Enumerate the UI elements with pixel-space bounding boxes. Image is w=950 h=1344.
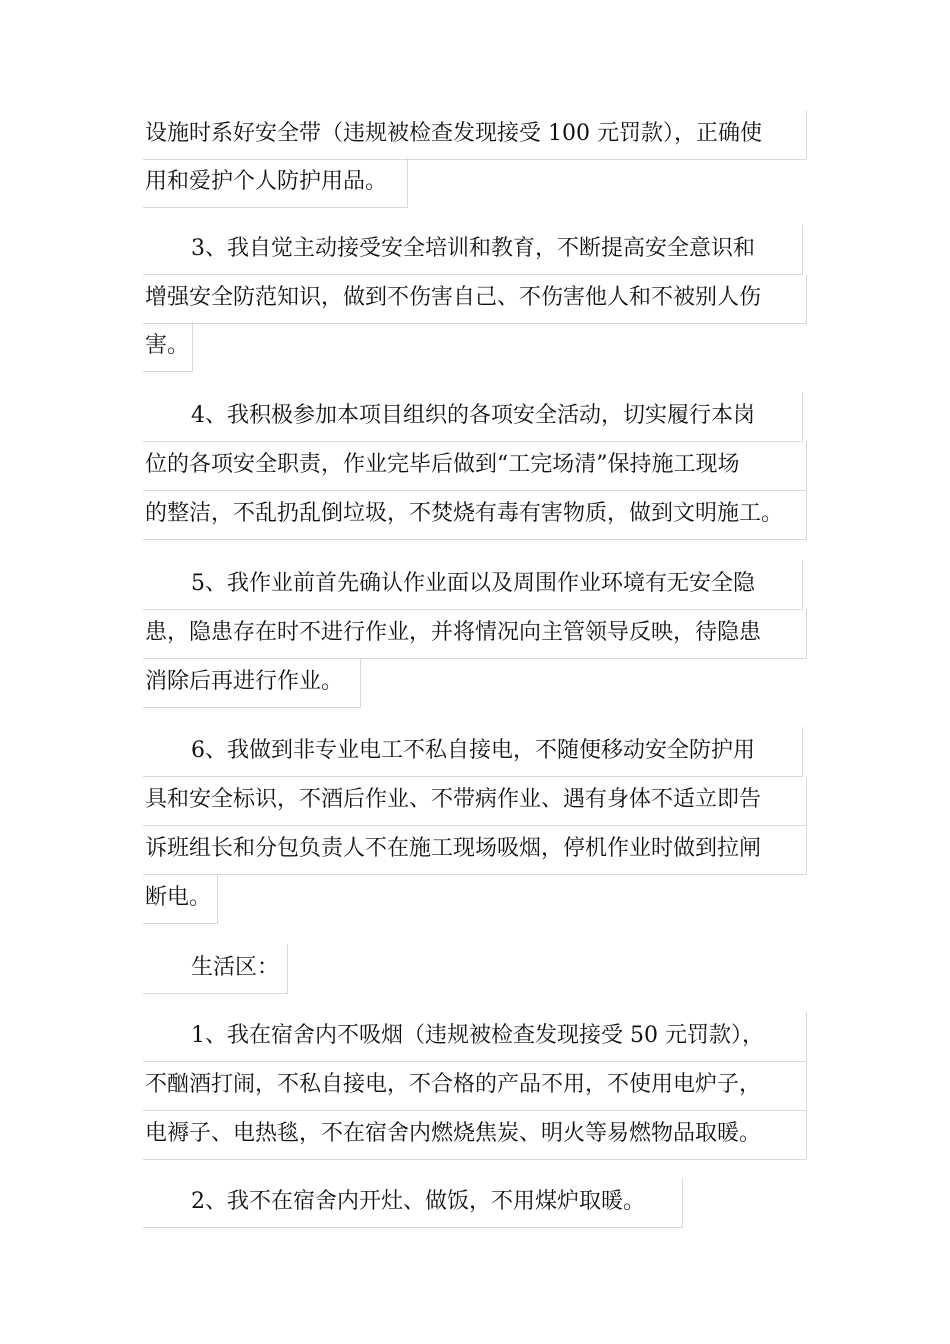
living-rule-1-line: 1、我在宿舍内不吸烟（违规被检查发现接受 50 元罚款）， [143, 1012, 807, 1062]
section-heading-living-area: 生活区： [143, 944, 288, 994]
paragraph-3-line: 3、我自觉主动接受安全培训和教育，不断提高安全意识和 [143, 225, 803, 275]
paragraph-4-line: 4、我积极参加本项目组织的各项安全活动，切实履行本岗 [143, 392, 803, 442]
text-line: 消除后再进行作业。 [143, 658, 361, 708]
text-line: 位的各项安全职责，作业完毕后做到“工完场清”保持施工现场 [143, 441, 807, 491]
text-line: 用和爱护个人防护用品。 [143, 158, 408, 208]
text-line: 不酗酒打闹，不私自接电，不合格的产品不用，不使用电炉子， [143, 1061, 807, 1111]
text-line: 的整洁，不乱扔乱倒垃圾，不焚烧有毒有害物质，做到文明施工。 [143, 490, 807, 540]
text-line: 患，隐患存在时不进行作业，并将情况向主管领导反映，待隐患 [143, 609, 807, 659]
paragraph-6-line: 6、我做到非专业电工不私自接电，不随便移动安全防护用 [143, 727, 803, 777]
text-line: 害。 [143, 322, 193, 372]
text-line: 增强安全防范知识，做到不伤害自己、不伤害他人和不被别人伤 [143, 274, 807, 324]
text-line: 诉班组长和分包负责人不在施工现场吸烟，停机作业时做到拉闸 [143, 825, 807, 875]
text-line: 电褥子、电热毯，不在宿舍内燃烧焦炭、明火等易燃物品取暖。 [143, 1110, 807, 1160]
text-line: 设施时系好安全带（违规被检查发现接受 100 元罚款），正确使 [143, 110, 807, 160]
text-line: 具和安全标识，不酒后作业、不带病作业、遇有身体不适立即告 [143, 776, 807, 826]
paragraph-5-line: 5、我作业前首先确认作业面以及周围作业环境有无安全隐 [143, 560, 803, 610]
living-rule-2-line: 2、我不在宿舍内开灶、做饭，不用煤炉取暖。 [143, 1178, 683, 1228]
text-line: 断电。 [143, 874, 218, 924]
